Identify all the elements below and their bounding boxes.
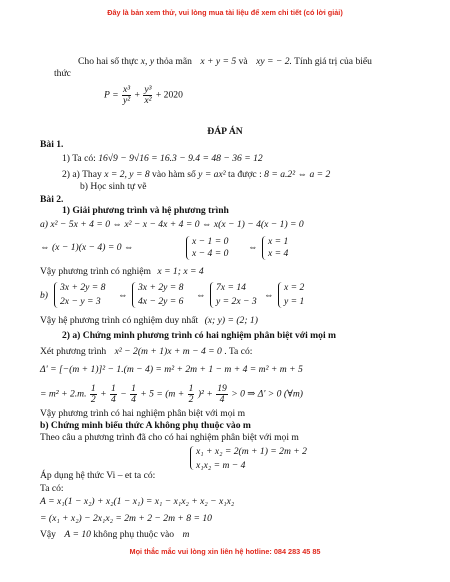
fraction-1-4: $\frac{1}{4}$	[131, 383, 136, 405]
fraction-y3-x2: $\frac{\text{y³}}{\text{x²}}$	[144, 84, 152, 106]
sol-a-line	[40, 266, 204, 277]
sq-part: +	[206, 388, 213, 400]
eq-a-line-1: a) x² − 5x + 4 = 0 ⇔ x² − x − 4x + 4 = 0 ⇔ x(x − 1) − 4(x − 1) = 0	[40, 219, 304, 230]
problem-condition-product: xy = − 2.	[256, 56, 292, 67]
sys-b-3b: y = 2x − 3	[216, 296, 257, 307]
brace-left	[278, 282, 283, 308]
problem-condition-sum: x + y = 5	[200, 56, 237, 67]
bai1-result: 8 = a.2² ⇔ a = 2	[264, 169, 331, 180]
A-conclusion-text: Vậy	[40, 529, 56, 540]
system-a-row-1: x − 1 = 0	[192, 236, 229, 247]
viet-label: Áp dụng hệ thức Vi – et ta có:	[40, 470, 156, 481]
bai1-line-3: b) Học sinh tự vẽ	[80, 181, 147, 192]
problem-text: và	[238, 56, 248, 67]
bai1-text: vào hàm số	[152, 169, 196, 180]
sq-part: −	[120, 388, 127, 400]
problem-line-1	[78, 56, 372, 67]
problem-text: thỏa mãn	[156, 56, 192, 67]
bai2-title: Bài 2.	[40, 194, 64, 205]
bai1-label: 1) Ta có:	[62, 153, 96, 164]
sys-b-1a: 3x + 2y = 8	[60, 282, 106, 293]
P-lhs: P =	[104, 89, 119, 101]
delta-line: Δ' = [−(m + 1)]² − 1.(m − 4) = m² + 2m + 1 − m + 4 = m² + m + 5	[40, 364, 303, 375]
sq-part: + 5 =	[140, 388, 163, 400]
A-value: A = 10	[64, 529, 91, 540]
sq-paren: )²	[197, 388, 204, 400]
bai2-part2-title: 2) a) Chứng minh phương trình có hai nghiệm phân biệt với mọi m	[62, 330, 337, 341]
conclusion-a: Vậy phương trình có hai nghiệm phân biệt với mọi m	[40, 408, 246, 419]
P-tail: + 2020	[155, 89, 183, 101]
fraction-19-4: $\frac{19}{4}$	[217, 383, 227, 405]
footer-hotline-banner: Mọi thắc mắc vui lòng xin liên hệ hotline: 084 283 45 85	[129, 547, 321, 556]
problem-text: Tính giá trị của biểu	[294, 56, 372, 67]
sys-b-label: b)	[40, 290, 48, 301]
xet-equation: x² − 2(m + 1)x + m − 4 = 0	[114, 346, 222, 357]
fraction-1-2: $\frac{1}{2}$	[188, 383, 194, 405]
sq-paren: (m +	[165, 388, 185, 400]
sq-conclusion: > 0 ⇒ Δ' > 0 (∀m)	[231, 388, 303, 400]
part-b-title: b) Chứng minh biểu thức A không phụ thuộc vào m	[40, 420, 251, 431]
brace-left	[132, 282, 137, 308]
A-conclusion	[40, 529, 189, 540]
header-preview-banner: Đây là bản xem thử, vui lòng mua tài liệu để xem chi tiết (có lời giải)	[107, 8, 343, 17]
brace-left	[54, 282, 59, 308]
sq-part: = m² + 2.m.	[40, 388, 87, 400]
brace-left	[190, 446, 195, 470]
viet-sum: x₁ + x₂ = 2(m + 1) = 2m + 2	[196, 446, 307, 457]
A-conclusion-tail: không phụ thuộc vào	[93, 529, 175, 540]
system-a-sol-1: x = 1	[268, 236, 289, 247]
xet-line	[40, 346, 252, 357]
xet-text: Xét phương trình	[40, 346, 107, 357]
A-var: m	[182, 529, 190, 540]
fraction-x3-y2: $\frac{\text{x³}}{\text{y²}}$	[122, 84, 131, 106]
problem-line-2: thức	[54, 68, 71, 79]
bai1-sub: x = 2, y = 8	[104, 169, 150, 180]
sys-b-4b: y = 1	[284, 296, 305, 307]
A-line-2: = (x₁ + x₂) − 2x₁x₂ = 2m + 2 − 2m + 8 = 10	[40, 513, 212, 524]
viet-product: x₁x₂ = m − 4	[196, 460, 246, 471]
system-a-row-2: x − 4 = 0	[192, 248, 229, 259]
bai1-text: ta được :	[228, 169, 262, 180]
sol-b-line	[40, 315, 258, 326]
brace-left	[210, 282, 215, 308]
bai1-line-2	[62, 169, 330, 180]
bai1-line-1	[62, 153, 263, 164]
brace-left	[186, 236, 191, 260]
sys-b-2a: 3x + 2y = 8	[138, 282, 184, 293]
fraction-1-2: $\frac{1}{2}$	[90, 383, 96, 405]
sys-b-3a: 7x = 14	[216, 282, 246, 293]
sol-b-text: Vậy hệ phương trình có nghiệm duy nhất	[40, 315, 199, 326]
bai2-part1-title: 1) Giải phương trình và hệ phương trình	[62, 205, 229, 216]
problem-vars: x, y	[140, 56, 155, 67]
equiv-arrow: ⇔	[118, 290, 128, 301]
brace-left	[262, 236, 267, 260]
complete-square-line	[40, 384, 303, 405]
part-b-text: Theo câu a phương trình đã cho có hai nghiệm phân biệt với mọi m	[40, 432, 299, 443]
A-line-1: A = x₁(1 − x₂) + x₂(1 − x₁) = x₁ − x₁x₂ + x₂ − x₁x₂	[40, 496, 235, 507]
sol-b-value: (x; y) = (2; 1)	[204, 315, 258, 326]
sys-b-4a: x = 2	[284, 282, 305, 293]
equiv-arrow: ⇔	[248, 242, 258, 253]
system-a-sol-2: x = 4	[268, 248, 289, 259]
bai1-label: 2) a) Thay	[62, 169, 102, 180]
sys-b-1b: 2x − y = 3	[60, 296, 101, 307]
equiv-arrow: ⇔	[196, 290, 206, 301]
sol-a-value: x = 1; x = 4	[157, 266, 204, 277]
bai1-expr: 16√9 − 9√16 = 16.3 − 9.4 = 48 − 36 = 12	[98, 153, 263, 164]
sq-part: +	[100, 388, 107, 400]
answer-title: ĐÁP ÁN	[207, 126, 243, 137]
bai1-func: y = ax²	[198, 169, 226, 180]
sol-a-text: Vậy phương trình có nghiệm	[40, 266, 151, 277]
expression-P: P = $\frac{\text{x³}}{\text{y²}}$ + $\frac{\text{y³}}{\text{x²}}$ + 2020	[104, 84, 183, 106]
problem-text: Cho hai số thực	[78, 56, 139, 67]
eq-a-line-2-lhs: ⇔ (x − 1)(x − 4) = 0 ⇔	[40, 242, 134, 253]
equiv-arrow: ⇔	[264, 290, 274, 301]
sys-b-2b: 4x − 2y = 6	[138, 296, 184, 307]
bai1-title: Bài 1.	[40, 139, 64, 150]
taco-label: Ta có:	[40, 483, 64, 494]
xet-tail: . Ta có:	[224, 346, 253, 357]
fraction-1-4: $\frac{1}{4}$	[110, 383, 116, 405]
